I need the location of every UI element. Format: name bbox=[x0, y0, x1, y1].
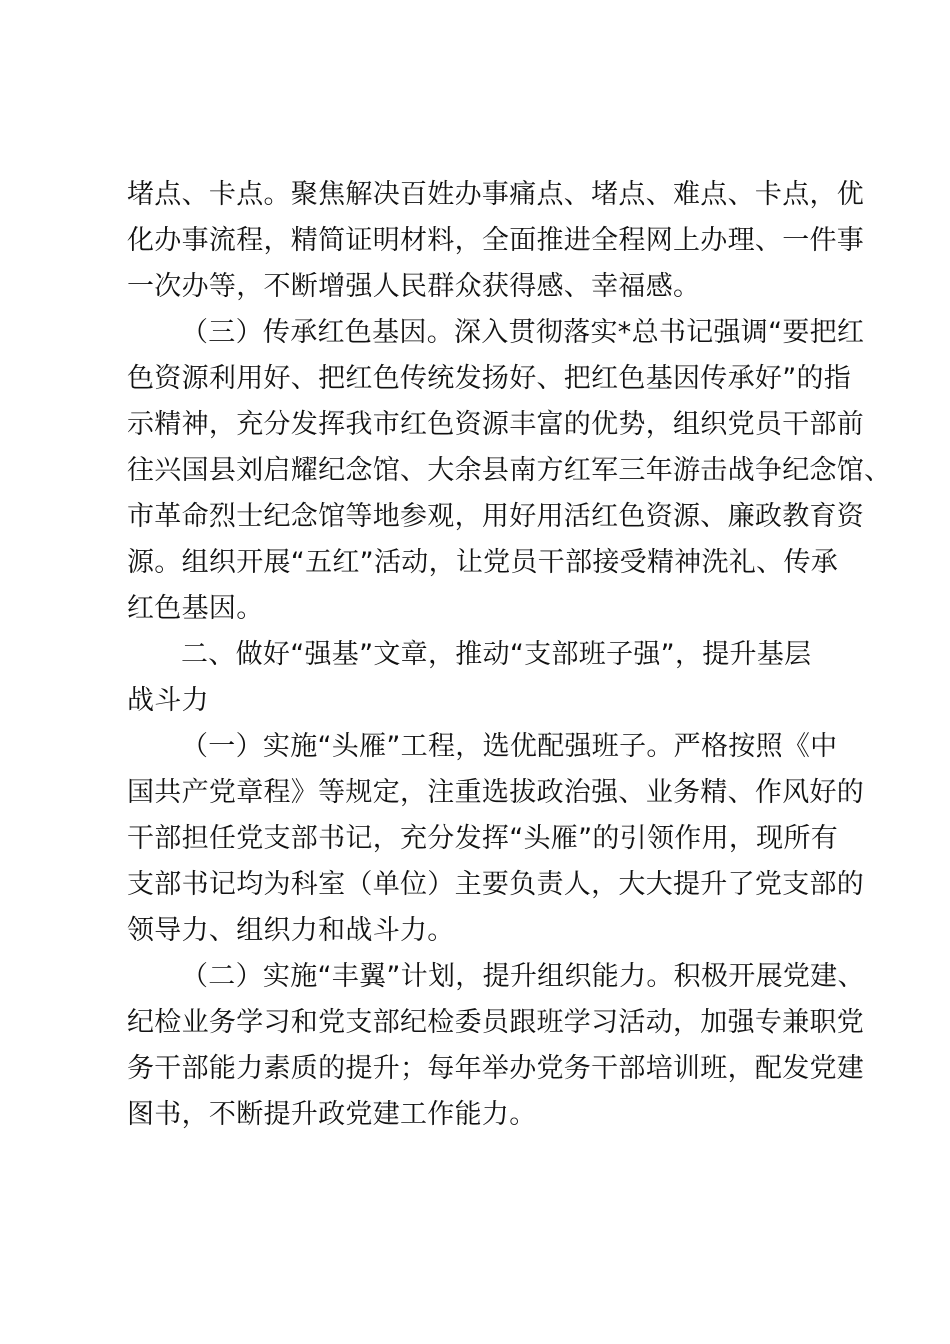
text-line: 色资源利用好、把红色传统发扬好、把红色基因传承好”的指 bbox=[127, 363, 852, 394]
text-line: 源。组织开展“五红”活动，让党员干部接受精神洗礼、传承 bbox=[127, 547, 839, 578]
text-line: 市革命烈士纪念馆等地参观，用好用活红色资源、廉政教育资 bbox=[127, 501, 865, 532]
text-line: 一次办等，不断增强人民群众获得感、幸福感。 bbox=[127, 271, 701, 302]
text-line: 堵点、卡点。聚焦解决百姓办事痛点、堵点、难点、卡点，优 bbox=[127, 179, 865, 210]
text-line: 化办事流程，精简证明材料，全面推进全程网上办理、一件事 bbox=[127, 225, 865, 256]
text-line: 示精神，充分发挥我市红色资源丰富的优势，组织党员干部前 bbox=[127, 409, 865, 440]
subsection-heading-line: （二）实施“丰翼”计划，提升组织能力。积极开展党建、 bbox=[181, 961, 865, 992]
text-line: 干部担任党支部书记，充分发挥“头雁”的引领作用，现所有 bbox=[127, 823, 839, 854]
text-line: 领导力、组织力和战斗力。 bbox=[127, 915, 455, 946]
text-line: 纪检业务学习和党支部纪检委员跟班学习活动，加强专兼职党 bbox=[127, 1007, 865, 1038]
section-heading-line: （三）传承红色基因。深入贯彻落实*总书记强调“要把红 bbox=[181, 317, 865, 348]
section-heading-line: 二、做好“强基”文章，推动“支部班子强”，提升基层 bbox=[181, 639, 812, 670]
text-line: 往兴国县刘启耀纪念馆、大余县南方红军三年游击战争纪念馆、 bbox=[127, 455, 892, 486]
text-line: 国共产党章程》等规定，注重选拔政治强、业务精、作风好的 bbox=[127, 777, 865, 808]
subsection-heading-line: （一）实施“头雁”工程，选优配强班子。严格按照《中 bbox=[181, 731, 838, 762]
section-heading-line: 战斗力 bbox=[127, 685, 209, 716]
text-line: 图书，不断提升政党建工作能力。 bbox=[127, 1099, 537, 1130]
text-line: 务干部能力素质的提升；每年举办党务干部培训班，配发党建 bbox=[127, 1053, 865, 1084]
text-line: 支部书记均为科室（单位）主要负责人，大大提升了党支部的 bbox=[127, 869, 865, 900]
text-line: 红色基因。 bbox=[127, 593, 264, 624]
